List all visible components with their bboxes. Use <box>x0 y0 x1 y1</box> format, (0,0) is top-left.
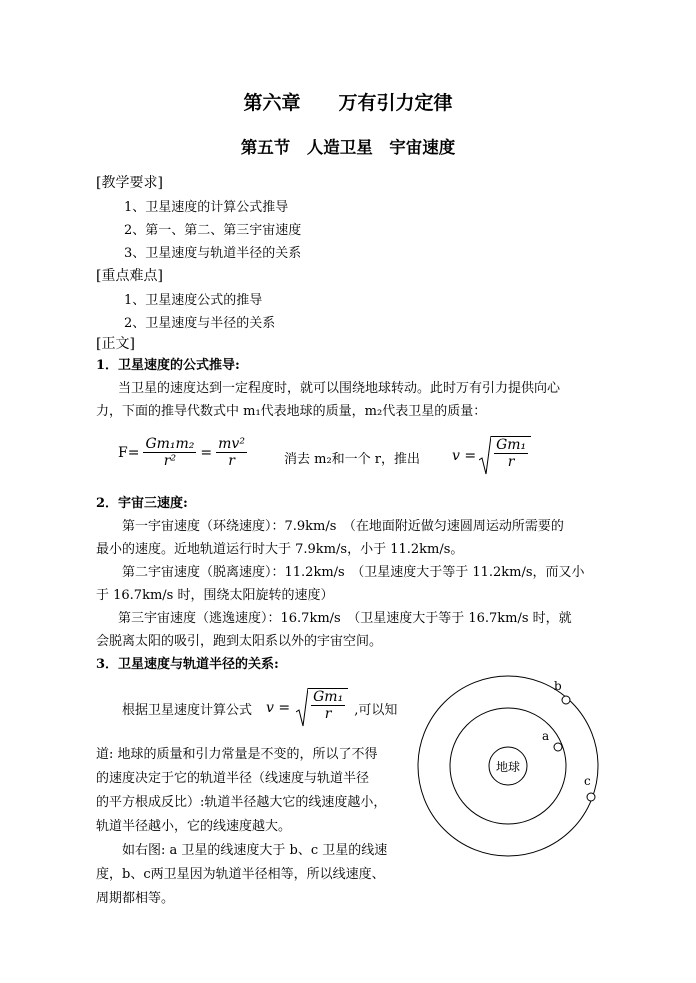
part2-title: 2．宇宙三速度: <box>96 496 188 511</box>
satellite-b <box>562 696 570 704</box>
part3-velocity-symbol: v = <box>266 700 291 716</box>
part3-line-3: 的平方根成反比）:轨道半径越大它的线速度越小， <box>96 795 387 810</box>
part3-title: 3．卫星速度与轨道半径的关系: <box>96 657 279 672</box>
part3-sqrt-numerator: Gm₁ <box>313 689 344 705</box>
teaching-heading: [教学要求] <box>96 175 163 191</box>
part3-formula-line <box>122 688 397 728</box>
frac2-numerator: mv² <box>218 436 245 452</box>
part2-line-4: 于 16.7km/s 时，围绕太阳旋转的速度） <box>96 588 334 603</box>
part3-formula-pre: 根据卫星速度计算公式 <box>122 702 253 718</box>
formula-equals: = <box>200 444 213 461</box>
frac2-denominator: r <box>228 453 235 469</box>
velocity-formula <box>452 436 531 476</box>
part2-line-2: 最小的速度。近地轨道运行时大于 7.9km/s，小于 11.2km/s。 <box>96 542 464 557</box>
formula-fraction-1 <box>143 436 196 469</box>
formula-fraction-2 <box>216 436 247 469</box>
part3-line-6: 度，b、c两卫星因为轨道半径相等，所以线速度、 <box>96 867 385 882</box>
keypoints-item-2: 2、卫星速度与半径的关系 <box>124 316 276 331</box>
part3-line-1: 道: 地球的质量和引力常量是不变的，所以了不得 <box>96 747 378 762</box>
formula-lhs: F= <box>118 444 140 461</box>
part1-line-2: 力，下面的推导代数式中 m₁代表地球的质量，m₂代表卫星的质量： <box>96 404 487 419</box>
part3-formula-post: ,可以知 <box>354 702 398 718</box>
part3-radical-sign <box>296 688 308 728</box>
frac1-numerator: Gm₁m₂ <box>145 436 195 452</box>
chapter-title: 第六章 万有引力定律 <box>243 92 453 114</box>
label-a: a <box>542 729 550 743</box>
satellite-c <box>587 793 595 801</box>
part3-sqrt-denominator: r <box>324 706 332 722</box>
part2-line-1: 第一宇宙速度（环绕速度）：7.9km/s （在地面附近做匀速圆周运动所需要的 <box>122 519 564 534</box>
part1-line-1: 当卫星的速度达到一定程度时，就可以围绕地球转动。此时万有引力提供向心 <box>118 381 561 396</box>
sqrt-expression <box>479 436 531 476</box>
section-title: 第五节 人造卫星 宇宙速度 <box>240 138 456 157</box>
teaching-item-3: 3、卫星速度与轨道半径的关系 <box>124 246 302 261</box>
teaching-item-1: 1、卫星速度的计算公式推导 <box>124 200 289 215</box>
label-b: b <box>554 679 562 693</box>
label-c: c <box>584 774 591 788</box>
orbit-diagram <box>410 672 610 862</box>
part3-line-2: 的速度决定于它的轨道半径（线速度与轨道半径 <box>96 771 370 786</box>
sqrt-denominator: r <box>507 454 515 470</box>
part2-line-6: 会脱离太阳的吸引，跑到太阳系以外的宇宙空间。 <box>96 634 383 649</box>
formula-middle-text: 消去 m₂和一个 r，推出 <box>284 452 421 467</box>
gravity-formula <box>118 436 247 469</box>
part3-line-4: 轨道半径越小，它的线速度越大。 <box>96 819 292 834</box>
part3-line-5: 如右图: a 卫星的线速度大于 b、c 卫星的线速 <box>122 843 388 858</box>
keypoints-item-1: 1、卫星速度公式的推导 <box>124 293 263 308</box>
body-heading: [正文] <box>96 336 135 352</box>
part1-title: 1．卫星速度的公式推导: <box>96 358 240 373</box>
part2-line-3: 第二宇宙速度（脱离速度）：11.2km/s （卫星速度大于等于 11.2km/s，而又小 <box>122 565 585 580</box>
radical-sign <box>479 436 491 476</box>
satellite-a <box>554 743 562 751</box>
teaching-item-2: 2、第一、第二、第三宇宙速度 <box>124 223 302 238</box>
part3-sqrt-expression <box>296 688 348 728</box>
part3-line-7: 周期都相等。 <box>96 891 175 906</box>
keypoints-heading: [重点难点] <box>96 268 163 284</box>
earth-label: 地球 <box>495 760 521 774</box>
sqrt-numerator: Gm₁ <box>496 437 527 453</box>
frac1-denominator: r² <box>163 453 177 469</box>
part2-line-5: 第三宇宙速度（逃逸速度）：16.7km/s （卫星速度大于等于 16.7km/s 时，就 <box>118 611 572 626</box>
velocity-symbol: v = <box>452 448 477 464</box>
